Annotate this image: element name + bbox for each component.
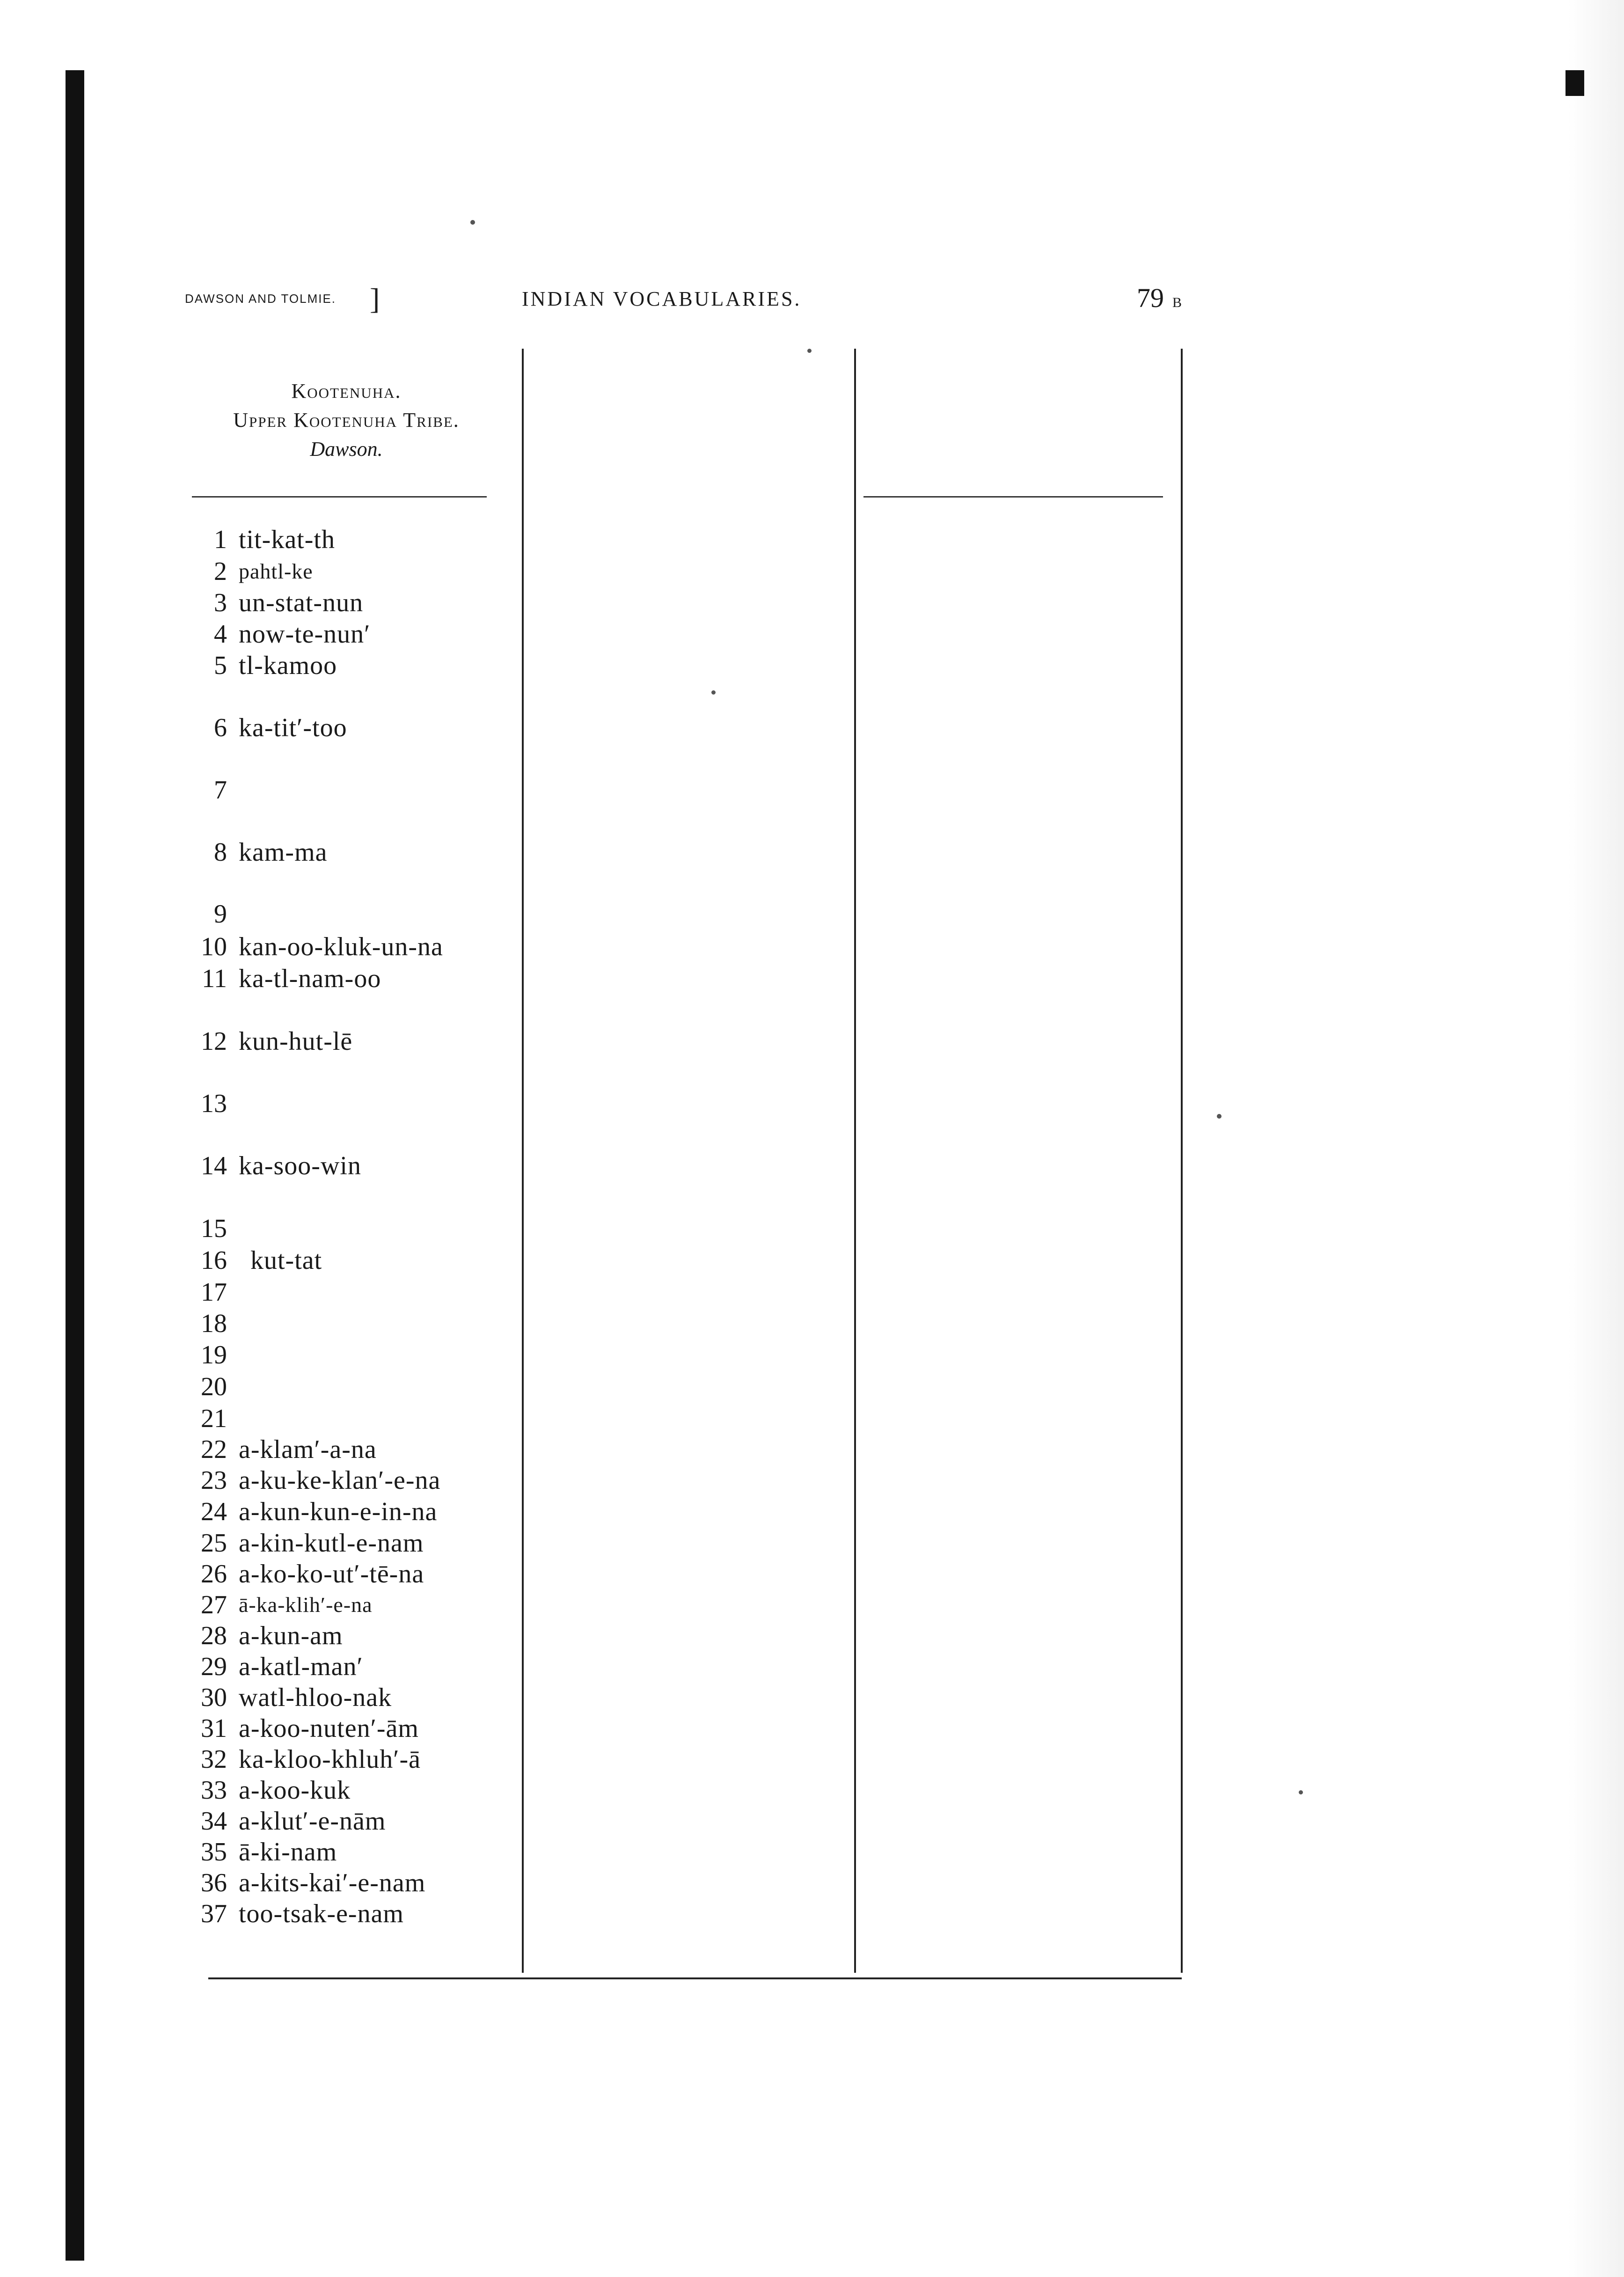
entry-row (185, 1867, 517, 1898)
entry-word: kam-ma (239, 838, 328, 867)
page-edge-shadow (1568, 0, 1624, 2277)
column-header-language: Kootenuha. (291, 380, 402, 403)
entry-row (185, 1651, 517, 1682)
entry-number: 3 (214, 588, 227, 617)
entry-row (185, 1775, 517, 1806)
entry-number: 33 (201, 1776, 227, 1805)
running-head-title: INDIAN VOCABULARIES. (522, 287, 802, 310)
entry-row (185, 1465, 517, 1496)
running-head-bracket: ] (370, 282, 380, 315)
entry-row (185, 556, 517, 587)
entry-row (185, 931, 517, 962)
entry-number: 17 (201, 1278, 227, 1307)
entry-word: ka-kloo-khluh′-ā (239, 1745, 421, 1774)
entry-number: 13 (201, 1089, 227, 1118)
entry-number: 6 (214, 713, 227, 742)
corner-mark (1565, 70, 1584, 96)
entry-word: a-klut′-e-nām (239, 1807, 386, 1836)
entry-row (185, 1713, 517, 1744)
entry-word: kan-oo-kluk-un-na (239, 932, 443, 961)
column-divider-3 (1181, 349, 1183, 1973)
entry-row (185, 1620, 517, 1651)
entry-row (185, 963, 517, 994)
print-speck (470, 220, 475, 225)
entry-number: 30 (201, 1683, 227, 1712)
entry-row (185, 1088, 517, 1119)
entry-word: a-katl-man′ (239, 1652, 363, 1681)
entry-word: kut-tat (250, 1246, 322, 1275)
entry-number: 7 (214, 776, 227, 805)
entry-number: 14 (201, 1151, 227, 1180)
entry-word: watl-hloo-nak (239, 1683, 392, 1712)
entry-number: 36 (201, 1868, 227, 1897)
entry-row (185, 1340, 517, 1370)
entry-row (185, 1898, 517, 1929)
entry-word: a-ko-ko-ut′-tē-na (239, 1559, 424, 1589)
binding-edge (66, 70, 84, 2261)
entry-word: ka-soo-win (239, 1151, 361, 1180)
header-rule-right (863, 496, 1163, 498)
running-head-authors: DAWSON AND TOLMIE. (185, 292, 337, 306)
entry-word: ka-tit′-too (239, 713, 347, 742)
entry-number: 27 (201, 1590, 227, 1619)
entry-row (185, 1434, 517, 1465)
entry-number: 29 (201, 1652, 227, 1681)
entry-number: 28 (201, 1621, 227, 1650)
entry-number: 16 (201, 1246, 227, 1275)
entry-row (185, 650, 517, 681)
entry-row (185, 587, 517, 618)
column-header-tribe: Upper Kootenuha Tribe. (233, 409, 460, 432)
entry-word: pahtl-ke (239, 559, 313, 583)
print-speck (1299, 1790, 1303, 1794)
entry-word: a-kits-kai′-e-nam (239, 1868, 426, 1897)
print-speck (1217, 1114, 1222, 1119)
entry-number: 2 (214, 557, 227, 586)
entry-row (185, 775, 517, 805)
entry-word: tl-kamoo (239, 651, 337, 680)
page-number-value: 79 (1136, 283, 1164, 313)
vocabulary-table (185, 349, 1182, 1982)
column-divider-1 (522, 349, 524, 1973)
entry-number: 37 (201, 1899, 227, 1928)
entry-row (185, 1806, 517, 1837)
entry-row (185, 1213, 517, 1244)
entry-number: 23 (201, 1466, 227, 1495)
entry-number: 18 (201, 1309, 227, 1338)
entry-number: 31 (201, 1714, 227, 1743)
entry-number: 26 (201, 1559, 227, 1589)
entry-number: 19 (201, 1340, 227, 1369)
entry-word: a-kun-am (239, 1621, 343, 1650)
column-header-collector: Dawson. (310, 438, 383, 461)
entry-row (185, 837, 517, 868)
entry-row (185, 1496, 517, 1527)
entry-word: a-kin-kutl-e-nam (239, 1529, 424, 1558)
entry-word: a-klam′-a-na (239, 1435, 377, 1464)
entry-row (185, 1371, 517, 1402)
entry-number: 24 (201, 1497, 227, 1526)
print-speck (807, 349, 812, 353)
entry-row (185, 712, 517, 743)
entry-number: 21 (201, 1404, 227, 1433)
entry-number: 20 (201, 1372, 227, 1401)
entry-list (185, 349, 522, 1982)
entry-number: 12 (201, 1027, 227, 1056)
entry-row (185, 1150, 517, 1181)
entry-row (185, 1308, 517, 1339)
column-divider-2 (854, 349, 856, 1973)
entry-row (185, 1277, 517, 1308)
page-number-suffix: B (1172, 295, 1182, 310)
entry-number: 9 (214, 900, 227, 929)
entry-number: 1 (214, 525, 227, 554)
entry-row (185, 1528, 517, 1559)
entry-word: a-koo-kuk (239, 1776, 351, 1805)
entry-number: 34 (201, 1807, 227, 1836)
entry-word: a-kun-kun-e-in-na (239, 1497, 438, 1526)
entry-number: 15 (201, 1214, 227, 1243)
entry-row (185, 1245, 517, 1276)
entry-number: 22 (201, 1435, 227, 1464)
entry-number: 8 (214, 838, 227, 867)
entry-word: tit-kat-th (239, 525, 335, 554)
entry-row (185, 1837, 517, 1867)
page-number (1137, 282, 1182, 314)
running-head (185, 278, 1182, 321)
entry-word: too-tsak-e-nam (239, 1899, 404, 1928)
entry-row (185, 1744, 517, 1775)
entry-number: 10 (201, 932, 227, 961)
entry-number: 35 (201, 1838, 227, 1867)
entry-word: ā-ka-klih′-e-na (239, 1593, 373, 1617)
entry-number: 11 (202, 964, 227, 993)
entry-row (185, 899, 517, 930)
entry-number: 32 (201, 1745, 227, 1774)
entry-row (185, 1026, 517, 1057)
entry-word: a-koo-nuten′-ām (239, 1714, 419, 1743)
entry-number: 25 (201, 1529, 227, 1558)
entry-row (185, 1559, 517, 1589)
entry-row (185, 1403, 517, 1434)
entry-row (185, 1589, 517, 1620)
entry-word: un-stat-nun (239, 588, 364, 617)
entry-row (185, 524, 517, 555)
entry-word: ā-ki-nam (239, 1838, 337, 1867)
entry-word: a-ku-ke-klan′-e-na (239, 1466, 441, 1495)
entry-row (185, 1682, 517, 1713)
print-speck (711, 690, 716, 695)
entry-word: ka-tl-nam-oo (239, 964, 381, 993)
entry-row (185, 619, 517, 650)
entry-number: 5 (214, 651, 227, 680)
entry-word: now-te-nun′ (239, 620, 371, 649)
entry-number: 4 (214, 620, 227, 649)
entry-word: kun-hut-lē (239, 1027, 353, 1056)
